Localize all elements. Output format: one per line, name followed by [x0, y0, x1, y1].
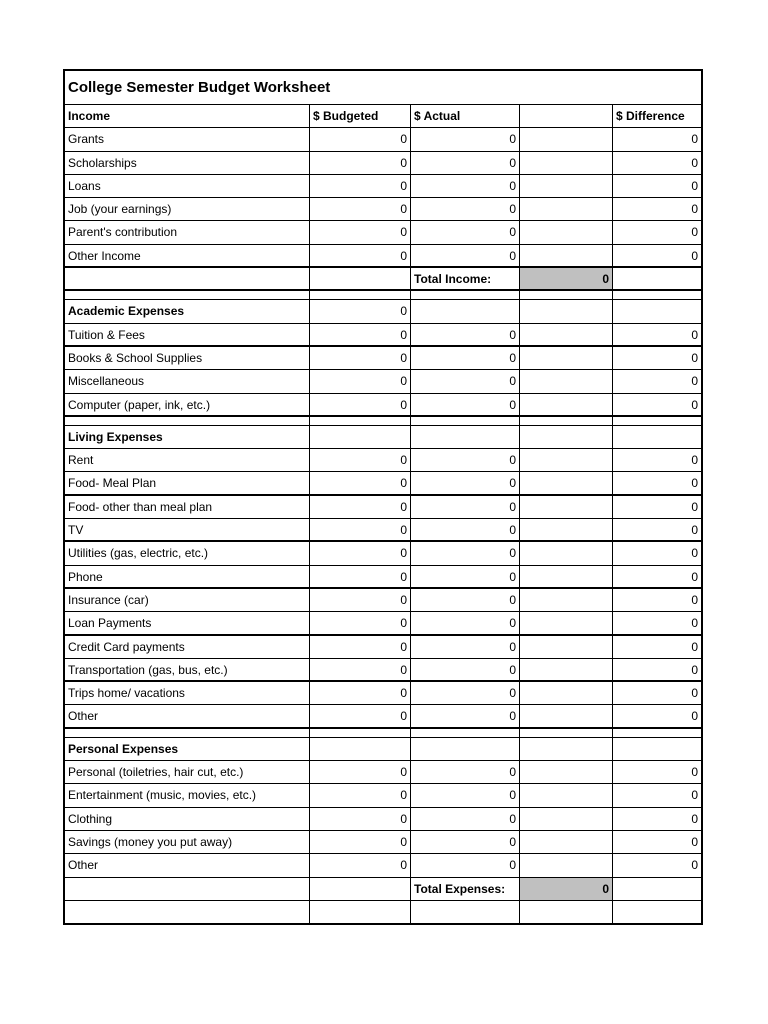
blank-row — [65, 901, 701, 924]
cell-blank[interactable] — [411, 300, 520, 322]
cell-blank[interactable] — [520, 175, 613, 197]
difference-cell[interactable]: 0 — [691, 178, 698, 193]
budgeted-cell[interactable]: 0 — [310, 324, 411, 345]
row-label: Job (your earnings) — [65, 198, 310, 220]
living-section — [65, 449, 701, 729]
total-income-row — [65, 268, 701, 291]
cell-blank[interactable] — [520, 198, 613, 220]
table-row — [65, 589, 701, 612]
total-expenses-label: Total Expenses: — [411, 878, 520, 900]
actual-cell[interactable]: 0 — [411, 566, 520, 587]
living-header-row — [65, 426, 701, 449]
budgeted-cell[interactable]: 0 — [310, 612, 411, 633]
difference-cell[interactable]: 0 — [691, 350, 698, 365]
row-label: Food- other than meal plan — [65, 496, 310, 518]
cell-blank[interactable] — [613, 878, 701, 900]
header-budgeted[interactable]: $ Budgeted — [310, 105, 411, 127]
worksheet-title: College Semester Budget Worksheet — [65, 71, 701, 105]
cell-blank[interactable] — [520, 519, 613, 540]
budgeted-cell[interactable]: 0 — [310, 347, 411, 369]
cell-blank[interactable] — [520, 370, 613, 392]
row-label: Miscellaneous — [65, 370, 310, 392]
row-label: Loans — [65, 175, 310, 197]
row-label: Utilities (gas, electric, etc.) — [65, 542, 310, 564]
cell-blank[interactable] — [65, 901, 310, 923]
budgeted-cell[interactable]: 0 — [310, 245, 411, 266]
table-row — [65, 831, 701, 854]
table-row — [65, 761, 701, 784]
budgeted-cell[interactable]: 0 — [310, 221, 411, 243]
cell-blank[interactable] — [411, 738, 520, 760]
cell-blank[interactable] — [520, 589, 613, 611]
budgeted-cell[interactable]: 0 — [310, 705, 411, 726]
difference-cell[interactable]: 0 — [691, 709, 698, 724]
row-label: Scholarships — [65, 152, 310, 174]
row-label: TV — [65, 519, 310, 540]
row-label: Personal (toiletries, hair cut, etc.) — [65, 761, 310, 783]
cell-blank[interactable] — [310, 426, 411, 448]
cell-blank[interactable] — [520, 542, 613, 564]
table-row — [65, 659, 701, 682]
difference-cell[interactable]: 0 — [691, 397, 698, 412]
cell-blank[interactable] — [520, 831, 613, 853]
row-label: Savings (money you put away) — [65, 831, 310, 853]
table-row — [65, 496, 701, 519]
budgeted-cell[interactable]: 0 — [310, 589, 411, 611]
actual-cell[interactable]: 0 — [411, 636, 520, 658]
table-row — [65, 221, 701, 244]
table-row — [65, 682, 701, 705]
table-row — [65, 198, 701, 221]
difference-cell[interactable]: 0 — [691, 453, 698, 468]
total-income-label: Total Income: — [411, 268, 520, 289]
income-section — [65, 128, 701, 268]
budgeted-cell[interactable]: 0 — [310, 370, 411, 392]
difference-cell[interactable]: 0 — [691, 248, 698, 263]
actual-cell[interactable]: 0 — [411, 519, 520, 540]
actual-cell[interactable]: 0 — [411, 659, 520, 680]
budgeted-cell[interactable]: 0 — [310, 472, 411, 493]
cell-blank[interactable] — [520, 394, 613, 415]
header-actual[interactable]: $ Actual — [411, 105, 520, 127]
difference-cell[interactable]: 0 — [691, 686, 698, 701]
cell-blank[interactable] — [520, 426, 613, 448]
difference-cell[interactable]: 0 — [691, 569, 698, 584]
actual-cell[interactable]: 0 — [411, 324, 520, 345]
row-label: Transportation (gas, bus, etc.) — [65, 659, 310, 680]
difference-cell[interactable]: 0 — [691, 374, 698, 389]
table-row — [65, 175, 701, 198]
academic-title: Academic Expenses — [65, 300, 310, 322]
header-income[interactable]: Income — [65, 105, 310, 127]
row-label: Grants — [65, 128, 310, 150]
actual-cell[interactable]: 0 — [411, 128, 520, 150]
cell-blank[interactable] — [520, 472, 613, 493]
difference-cell[interactable]: 0 — [691, 476, 698, 491]
living-title: Living Expenses — [65, 426, 310, 448]
table-row — [65, 394, 701, 417]
cell-blank[interactable] — [520, 854, 613, 876]
budgeted-cell[interactable]: 0 — [310, 449, 411, 471]
header-difference[interactable]: $ Difference — [616, 109, 685, 123]
difference-cell[interactable]: 0 — [691, 765, 698, 780]
academic-header-row — [65, 300, 701, 323]
budgeted-cell[interactable]: 0 — [310, 198, 411, 220]
actual-cell[interactable]: 0 — [411, 808, 520, 830]
table-row — [65, 784, 701, 807]
cell-blank[interactable] — [520, 300, 613, 322]
actual-cell[interactable]: 0 — [411, 705, 520, 726]
difference-cell[interactable]: 0 — [691, 834, 698, 849]
cell-blank[interactable] — [520, 221, 613, 243]
actual-cell[interactable]: 0 — [411, 152, 520, 174]
cell-blank[interactable] — [411, 426, 520, 448]
budgeted-cell[interactable]: 0 — [310, 636, 411, 658]
budgeted-cell[interactable]: 0 — [310, 854, 411, 876]
cell-blank[interactable] — [520, 152, 613, 174]
row-label: Phone — [65, 566, 310, 587]
header-blank[interactable] — [520, 105, 613, 127]
difference-cell[interactable]: 0 — [691, 546, 698, 561]
table-row — [65, 542, 701, 565]
cell-blank[interactable] — [520, 901, 613, 923]
table-row — [65, 472, 701, 495]
budgeted-cell[interactable]: 0 — [310, 519, 411, 540]
row-label: Computer (paper, ink, etc.) — [65, 394, 310, 415]
actual-cell[interactable]: 0 — [411, 542, 520, 564]
budget-worksheet — [63, 69, 703, 925]
row-label: Other — [65, 854, 310, 876]
difference-cell[interactable]: 0 — [691, 327, 698, 342]
difference-cell[interactable]: 0 — [691, 811, 698, 826]
row-label: Entertainment (music, movies, etc.) — [65, 784, 310, 806]
budgeted-cell[interactable]: 0 — [310, 128, 411, 150]
difference-cell[interactable]: 0 — [691, 788, 698, 803]
personal-header-row — [65, 738, 701, 761]
table-row — [65, 636, 701, 659]
budgeted-cell[interactable]: 0 — [310, 394, 411, 415]
cell-blank[interactable] — [613, 268, 701, 289]
row-label: Trips home/ vacations — [65, 682, 310, 704]
table-row — [65, 705, 701, 728]
cell-blank[interactable] — [310, 878, 411, 900]
cell-blank[interactable] — [520, 347, 613, 369]
row-label: Insurance (car) — [65, 589, 310, 611]
total-expenses-value[interactable]: 0 — [520, 878, 613, 900]
actual-cell[interactable]: 0 — [411, 221, 520, 243]
header-row — [65, 105, 701, 128]
cell-blank[interactable] — [613, 901, 701, 923]
cell-blank[interactable] — [310, 901, 411, 923]
row-label: Parent's contribution — [65, 221, 310, 243]
actual-cell[interactable]: 0 — [411, 245, 520, 266]
cell-blank[interactable] — [520, 705, 613, 726]
actual-cell[interactable]: 0 — [411, 449, 520, 471]
difference-cell[interactable]: 0 — [691, 155, 698, 170]
cell-blank[interactable] — [520, 566, 613, 587]
cell-blank[interactable] — [310, 268, 411, 289]
table-row — [65, 566, 701, 589]
difference-cell[interactable]: 0 — [691, 616, 698, 631]
actual-cell[interactable]: 0 — [411, 761, 520, 783]
difference-cell[interactable]: 0 — [691, 662, 698, 677]
difference-cell[interactable]: 0 — [691, 132, 698, 147]
table-row — [65, 245, 701, 268]
total-expenses-row — [65, 878, 701, 901]
cell-blank[interactable] — [520, 784, 613, 806]
row-label: Credit Card payments — [65, 636, 310, 658]
spacer-row — [65, 291, 701, 300]
table-row — [65, 324, 701, 347]
cell-blank[interactable] — [520, 659, 613, 680]
cell-blank[interactable] — [310, 738, 411, 760]
row-label: Loan Payments — [65, 612, 310, 633]
table-row — [65, 449, 701, 472]
cell-blank[interactable] — [411, 901, 520, 923]
cell-blank[interactable] — [520, 808, 613, 830]
cell-blank[interactable] — [520, 738, 613, 760]
budgeted-cell[interactable]: 0 — [310, 784, 411, 806]
cell-blank[interactable] — [520, 761, 613, 783]
total-income-value[interactable]: 0 — [520, 268, 613, 289]
academic-section — [65, 324, 701, 417]
budgeted-cell[interactable]: 0 — [310, 659, 411, 680]
table-row — [65, 370, 701, 393]
budgeted-cell[interactable]: 0 — [310, 682, 411, 704]
cell-blank[interactable] — [520, 245, 613, 266]
academic-title-value[interactable]: 0 — [310, 300, 411, 322]
row-label: Other Income — [65, 245, 310, 266]
cell-blank[interactable] — [520, 682, 613, 704]
actual-cell[interactable]: 0 — [411, 370, 520, 392]
actual-cell[interactable]: 0 — [411, 347, 520, 369]
cell-blank[interactable] — [65, 268, 310, 289]
budgeted-cell[interactable]: 0 — [310, 566, 411, 587]
cell-blank[interactable] — [520, 496, 613, 518]
budgeted-cell[interactable]: 0 — [310, 761, 411, 783]
spacer-row — [65, 729, 701, 738]
actual-cell[interactable]: 0 — [411, 612, 520, 633]
table-row — [65, 152, 701, 175]
row-label: Rent — [65, 449, 310, 471]
budgeted-cell[interactable]: 0 — [310, 831, 411, 853]
table-row — [65, 854, 701, 877]
row-label: Food- Meal Plan — [65, 472, 310, 493]
row-label: Clothing — [65, 808, 310, 830]
cell-blank[interactable] — [520, 324, 613, 345]
actual-cell[interactable]: 0 — [411, 854, 520, 876]
actual-cell[interactable]: 0 — [411, 784, 520, 806]
actual-cell[interactable]: 0 — [411, 472, 520, 493]
actual-cell[interactable]: 0 — [411, 175, 520, 197]
row-label: Other — [65, 705, 310, 726]
budgeted-cell[interactable]: 0 — [310, 496, 411, 518]
actual-cell[interactable]: 0 — [411, 394, 520, 415]
budgeted-cell[interactable]: 0 — [310, 152, 411, 174]
table-row — [65, 128, 701, 151]
difference-cell[interactable]: 0 — [691, 858, 698, 873]
actual-cell[interactable]: 0 — [411, 682, 520, 704]
difference-cell[interactable]: 0 — [691, 202, 698, 217]
budgeted-cell[interactable]: 0 — [310, 175, 411, 197]
actual-cell[interactable]: 0 — [411, 198, 520, 220]
cell-blank[interactable] — [520, 449, 613, 471]
table-row — [65, 808, 701, 831]
personal-section — [65, 761, 701, 877]
cell-blank[interactable] — [520, 636, 613, 658]
cell-blank[interactable] — [613, 426, 701, 448]
cell-blank[interactable] — [520, 612, 613, 633]
actual-cell[interactable]: 0 — [411, 589, 520, 611]
actual-cell[interactable]: 0 — [411, 496, 520, 518]
table-row — [65, 612, 701, 635]
difference-cell[interactable]: 0 — [691, 225, 698, 240]
difference-cell[interactable]: 0 — [691, 639, 698, 654]
row-label: Books & School Supplies — [65, 347, 310, 369]
difference-cell[interactable]: 0 — [691, 592, 698, 607]
spacer-row — [65, 417, 701, 426]
actual-cell[interactable]: 0 — [411, 831, 520, 853]
cell-blank[interactable] — [520, 128, 613, 150]
budgeted-cell[interactable]: 0 — [310, 542, 411, 564]
difference-cell[interactable]: 0 — [691, 499, 698, 514]
cell-blank[interactable] — [65, 878, 310, 900]
cell-blank[interactable] — [613, 300, 701, 322]
row-label: Tuition & Fees — [65, 324, 310, 345]
difference-cell[interactable]: 0 — [691, 523, 698, 538]
budgeted-cell[interactable]: 0 — [310, 808, 411, 830]
cell-blank[interactable] — [613, 738, 701, 760]
personal-title: Personal Expenses — [65, 738, 310, 760]
table-row — [65, 347, 701, 370]
table-row — [65, 519, 701, 542]
